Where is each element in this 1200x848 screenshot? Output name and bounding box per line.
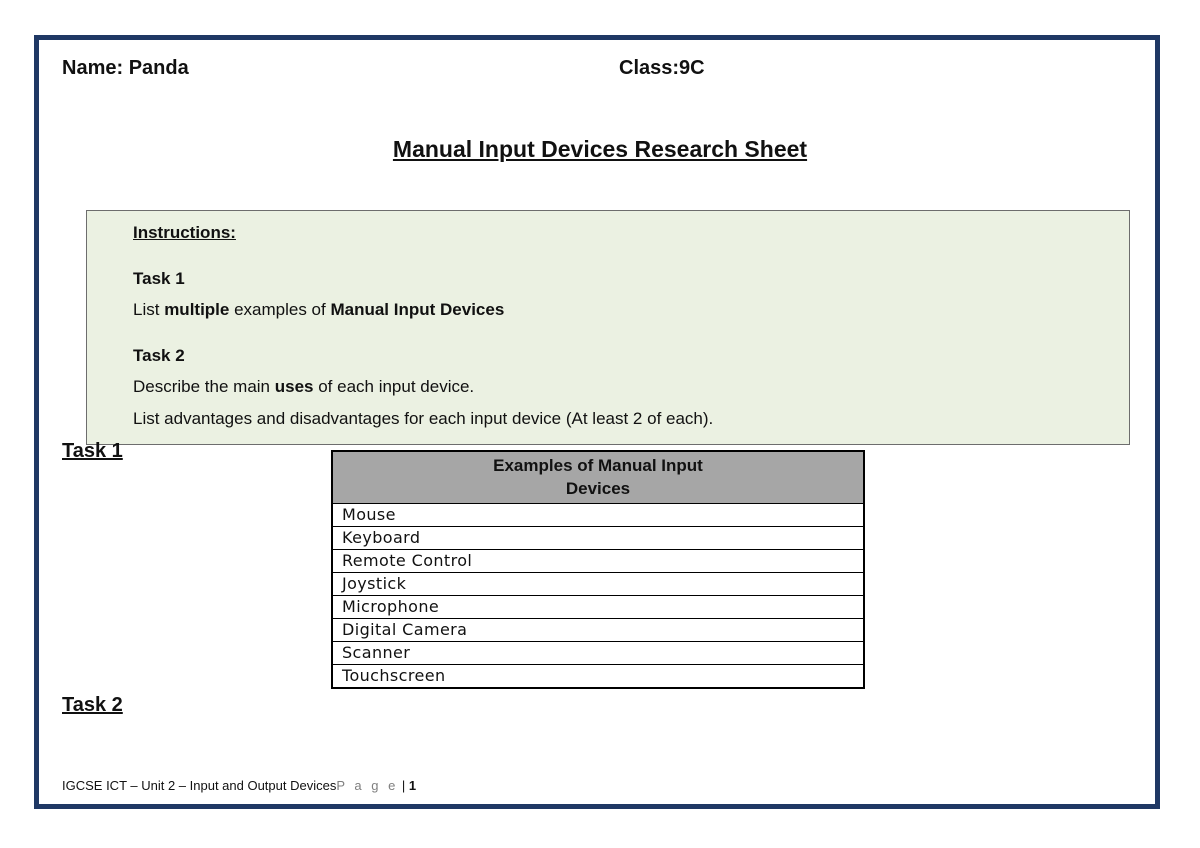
table-cell: Remote Control	[332, 550, 864, 573]
student-name: Name: Panda	[62, 57, 189, 79]
task2-line1-b: uses	[274, 377, 314, 396]
table-row	[332, 642, 864, 665]
table-header-line1: Examples of Manual Input	[493, 456, 703, 475]
table-cell: Keyboard	[332, 527, 864, 550]
task1-text-d: Manual Input Devices	[330, 300, 505, 319]
task1-text-a: List	[133, 300, 165, 319]
instructions-task2-line2: List advantages and disadvantages for each input device (At least 2 of each).	[133, 409, 714, 428]
footer-page-word: P a g e	[336, 778, 399, 793]
table-cell: Touchscreen	[332, 665, 864, 689]
instructions-heading: Instructions:	[133, 223, 236, 242]
task1-text-c: examples of	[229, 300, 331, 319]
task2-heading: Task 2	[62, 694, 123, 716]
footer-page-separator: |	[398, 778, 409, 793]
table-cell: Scanner	[332, 642, 864, 665]
table-row	[332, 573, 864, 596]
table-cell: Joystick	[332, 573, 864, 596]
table-cell: Mouse	[332, 504, 864, 527]
table-row	[332, 550, 864, 573]
instructions-task1-title: Task 1	[133, 269, 185, 288]
table-cell: Microphone	[332, 596, 864, 619]
page-title	[0, 136, 1200, 163]
footer-page-number: 1	[408, 778, 417, 793]
table-cell: Digital Camera	[332, 619, 864, 642]
table-row	[332, 665, 864, 689]
manual-input-devices-table	[331, 450, 865, 689]
page-title-text: Manual Input Devices Research Sheet	[392, 136, 808, 162]
instructions-task2-line1	[133, 377, 474, 397]
student-class: Class:9C	[619, 57, 705, 79]
instructions-task1-text	[133, 300, 504, 320]
table-row	[332, 527, 864, 550]
footer-text: IGCSE ICT – Unit 2 – Input and Output Devices	[62, 778, 337, 793]
instructions-task2-title: Task 2	[133, 346, 185, 365]
table-header-cell	[332, 451, 864, 504]
table-row	[332, 619, 864, 642]
task2-line1-a: Describe the main	[133, 377, 275, 396]
task1-heading: Task 1	[62, 440, 123, 462]
table-row	[332, 504, 864, 527]
table-row	[332, 596, 864, 619]
task2-line1-c: of each input device.	[313, 377, 475, 396]
instructions-box	[86, 210, 1130, 445]
table-header-row	[332, 451, 864, 504]
table-header-line2: Devices	[565, 479, 631, 498]
page-footer	[62, 778, 416, 793]
task1-text-b: multiple	[164, 300, 230, 319]
